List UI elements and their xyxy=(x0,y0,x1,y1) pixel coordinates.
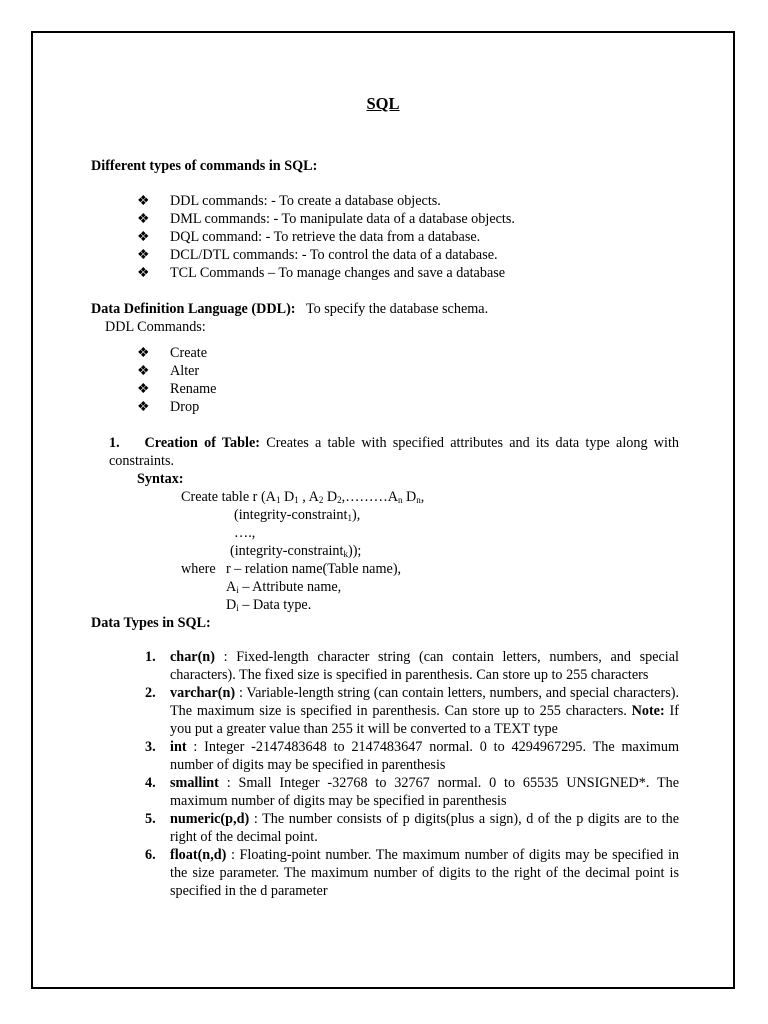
diamond-bullet-icon: ❖ xyxy=(137,363,150,379)
diamond-bullet-icon: ❖ xyxy=(137,381,150,397)
list-item: 1. char(n) : Fixed-length character string (can contain letters, numbers, and special characters). The fixed size is specified in parenthesis. Can store up to 255 characters xyxy=(145,649,679,683)
syntax-line-1: Create table r ($A_1$ $D_1$ , $A_2$ $D_2,\dots\dots\dots A_n$ $D_n$, xyxy=(181,489,425,505)
page-title: SQL xyxy=(366,94,400,113)
list-item: ❖ TCL Commands – To manage changes and save a database xyxy=(137,265,506,281)
commands-list xyxy=(137,192,515,282)
list-item: 4. smallint : Small Integer -32768 to 32767 normal. 0 to 65535 UNSIGNED*. The maximum number of digits may be specified in parenthesis xyxy=(145,775,679,809)
diamond-bullet-icon: ❖ xyxy=(137,229,150,245)
commands-heading: Different types of commands in SQL: xyxy=(91,158,318,174)
list-item: ❖ Drop xyxy=(137,399,200,415)
syntax-label: Syntax: xyxy=(137,471,184,487)
syntax-line-2: (integrity-constraint$_1$), xyxy=(234,507,361,523)
ddl-heading-desc: To specify the database schema. xyxy=(305,301,489,317)
syntax-line-4: (integrity-constraint$_k$)); xyxy=(230,543,362,559)
datatypes-heading: Data Types in SQL: xyxy=(91,615,211,631)
where-d: $D_i$ – Data type. xyxy=(226,597,312,613)
list-item: ❖ DQL command: - To retrieve the data from a database. xyxy=(137,229,481,245)
diamond-bullet-icon: ❖ xyxy=(137,265,150,281)
ddl-commands-label: DDL Commands: xyxy=(105,319,206,335)
datatypes-list xyxy=(145,648,679,900)
document-page xyxy=(31,31,735,989)
list-item: 5. numeric(p,d) : The number consists of p digits(plus a sign), d of the p digits are to the right of the decimal point. xyxy=(145,811,679,845)
creation-desc-2: constraints. xyxy=(109,453,175,469)
list-item: ❖ DDL commands: - To create a database objects. xyxy=(137,193,441,209)
diamond-bullet-icon: ❖ xyxy=(137,211,150,227)
where-r: r – relation name(Table name), xyxy=(226,561,402,577)
diamond-bullet-icon: ❖ xyxy=(137,345,150,361)
creation-desc-1: Creates a table with specified attributes and its data type along with xyxy=(266,435,680,451)
creation-line-1: 1. Creation of Table: Creates a table with specified attributes and its data type along with xyxy=(109,435,680,451)
where-a: $A_i$ – Attribute name, xyxy=(226,579,342,595)
creation-paragraph xyxy=(109,434,679,470)
syntax-line-3: …., xyxy=(234,525,256,541)
diamond-bullet-icon: ❖ xyxy=(137,193,150,209)
list-item: ❖ Create xyxy=(137,345,208,361)
list-item: ❖ DML commands: - To manipulate data of a database objects. xyxy=(137,211,515,227)
creation-heading: Creation of Table: xyxy=(144,435,260,451)
list-item: ❖ Rename xyxy=(137,381,217,397)
diamond-bullet-icon: ❖ xyxy=(137,399,150,415)
list-item: 3. int : Integer -2147483648 to 2147483647 normal. 0 to 4294967295. The maximum number of digits may be specified in parenthesis xyxy=(145,739,679,773)
list-item: ❖ DCL/DTL commands: - To control the data of a database. xyxy=(137,247,498,263)
list-item: ❖ Alter xyxy=(137,363,200,379)
list-item: 2. varchar(n) : Variable-length string (can contain letters, numbers, and special characters). The maximum size is specified in parenthesis. Can store up to 255 characters. Note: If you put a greater value than 255 it will be converted to a TEXT type xyxy=(145,685,679,737)
diamond-bullet-icon: ❖ xyxy=(137,247,150,263)
ddl-heading-line xyxy=(91,300,488,318)
ddl-heading: Data Definition Language (DDL): xyxy=(91,301,296,317)
list-item: 6. float(n,d) : Floating-point number. The maximum number of digits may be specified in the size parameter. The maximum number of digits to the right of the decimal point is specified in the d parameter xyxy=(145,847,679,899)
ddl-commands-list xyxy=(137,344,216,416)
where-label: where xyxy=(181,561,216,577)
